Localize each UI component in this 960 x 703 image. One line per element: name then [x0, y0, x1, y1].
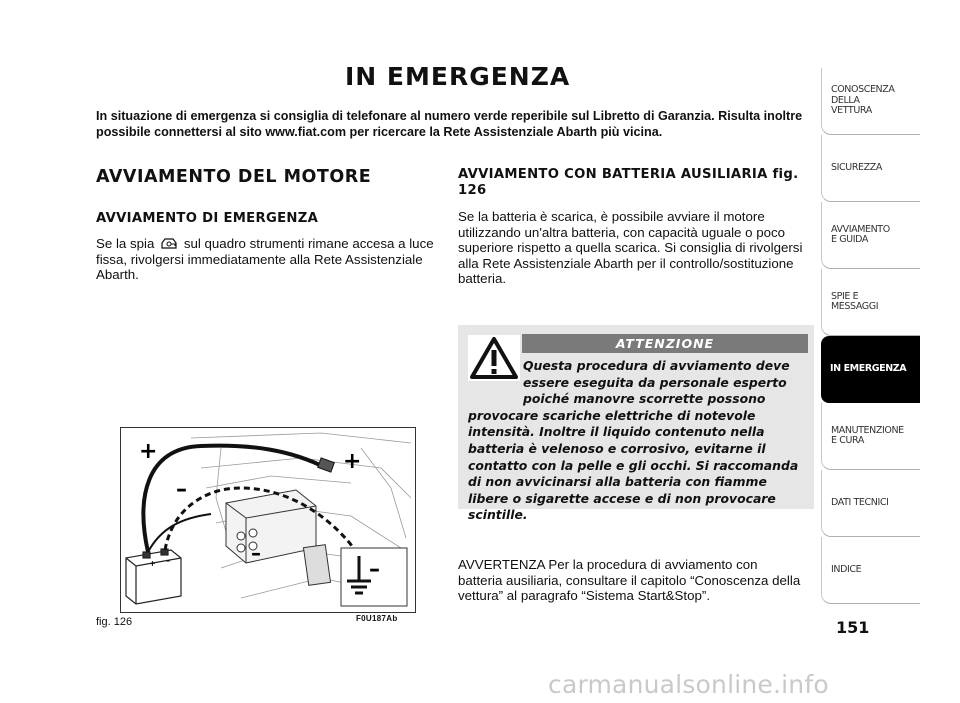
chapter-tabs — [821, 68, 920, 604]
tab-label: CONOSCENZA DELLA VETTURA — [831, 84, 895, 117]
tab-avviamento[interactable] — [821, 202, 920, 269]
tab-dati-tecnici[interactable] — [821, 470, 920, 537]
emergency-start-text — [96, 236, 441, 283]
jump-start-illustration — [121, 428, 415, 612]
tab-label: MANUTENZIONE E CURA — [831, 424, 904, 446]
tab-emergenza[interactable] — [821, 336, 920, 403]
subsection-title-emergency: AVVIAMENTO DI EMERGENZA — [96, 211, 319, 226]
figure-plus-sign-left: + — [139, 439, 158, 464]
figure-plus-sign-right: + — [343, 449, 362, 474]
watermark: carmanualsonline.info — [548, 670, 829, 699]
warning-text-container — [468, 358, 808, 524]
ground-symbol-icon — [341, 548, 407, 606]
warning-banner: ATTENZIONE — [522, 334, 808, 353]
intro-paragraph: In situazione di emergenza si consiglia di telefonare al numero verde reperibile sul Libretto di Garanzia. Risulta inoltre possibile connettersi al sito www.fiat.com per ricercare la Rete Assistenziale Abarth più vicina. — [96, 109, 803, 139]
warning-box — [458, 325, 814, 523]
tab-label: INDICE — [831, 563, 862, 575]
section-title: AVVIAMENTO DEL MOTORE — [96, 167, 372, 187]
tab-spie[interactable] — [821, 269, 920, 336]
page-number: 151 — [836, 618, 870, 637]
tab-manutenzione[interactable] — [821, 403, 920, 470]
tab-label: DATI TECNICI — [831, 496, 889, 508]
page-title: IN EMERGENZA — [345, 62, 571, 91]
tab-label: AVVIAMENTO E GUIDA — [831, 223, 890, 245]
figure-jump-start — [120, 427, 416, 613]
figure-code: F0U187Ab — [356, 614, 398, 623]
text-before-icon: Se la spia — [96, 236, 155, 251]
figure-minus-sign-ground: – — [369, 557, 380, 582]
tab-indice[interactable] — [821, 537, 920, 604]
tab-label: SICUREZZA — [831, 161, 882, 173]
note-text: AVVERTENZA Per la procedura di avviamento con batteria ausiliaria, consultare il capitolo “Conoscenza della vettura” al paragrafo “Sistema Start&Stop”. — [458, 557, 801, 604]
figure-label: fig. 126 — [96, 616, 133, 628]
tab-sicurezza[interactable] — [821, 135, 920, 202]
subsection-title-aux-battery: AVVIAMENTO CON BATTERIA AUSILIARIA fig. 126 — [458, 167, 799, 198]
svg-text:–: – — [166, 556, 170, 565]
figure-minus-sign-mid: – — [251, 541, 261, 565]
text-after-icon: sul quadro strumenti rimane accesa a luce fissa, rivolgersi immediatamente alla Rete Assistenziale Abarth. — [96, 236, 434, 283]
svg-text:+: + — [149, 559, 156, 568]
tab-label: SPIE E MESSAGGI — [831, 290, 879, 312]
aux-battery-text: Se la batteria è scarica, è possibile avviare il motore utilizzando un'altra batteria, con capacità uguale o poco superiore rispetto a quella scarica. Si consiglia di rivolgersi alla Rete Assistenziale Abarth per il controllo/sostituzione batteria. — [458, 209, 803, 287]
figure-minus-sign-left: – — [176, 477, 187, 502]
tab-conoscenza[interactable] — [821, 68, 920, 135]
warning-text: Questa procedura di avviamento deve essere eseguita da personale esperto poiché manovre scorrette possono provocare scariche elettriche di notevole intensità. Inoltre il liquido contenuto nella batteria è velenoso e corrosivo, evitarne il contatto con la pelle e gli occhi. Si raccomanda di non avvicinarsi alla batteria con fiamme libere o sigarette accese e di non provocare scintille. — [468, 358, 799, 523]
immobilizer-key-icon — [160, 236, 178, 250]
tab-label: IN EMERGENZA — [830, 363, 907, 375]
